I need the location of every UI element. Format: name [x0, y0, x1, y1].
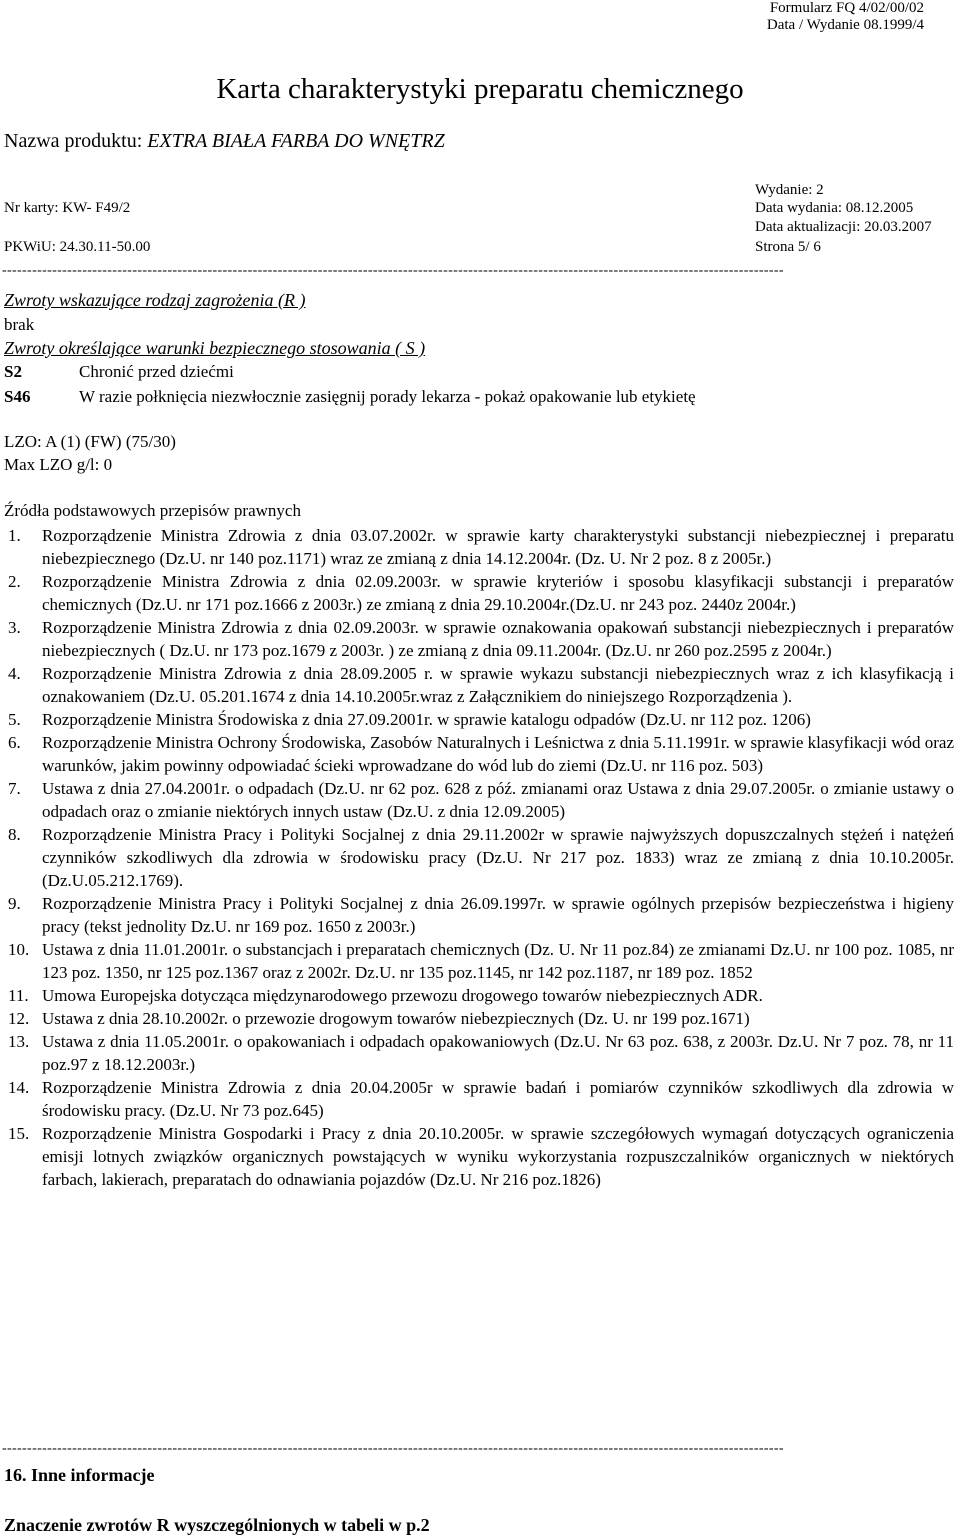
source-text: Rozporządzenie Ministra Zdrowia z dnia 03.07.2002r. w sprawie karty charakterystyki substancji niebezpiecznej i preparatu niebezpiecznego (Dz.U. nr 140 poz.1171) wraz ze zmianą z dnia 14.12.2004r. (Dz. U. Nr 2 poz. 8 z 2005r.) — [42, 526, 954, 568]
source-text: Rozporządzenie Ministra Pracy i Polityki Socjalnej z dnia 29.11.2002r w sprawie najwyższych dopuszczalnych stężeń i natężeń czynników szkodliwych dla zdrowia w środowisku pracy (Dz.U. Nr 217 poz. 1833) wraz ze zmianą z dnia 10.10.2005r. (Dz.U.05.212.1769). — [42, 825, 954, 890]
page-number: Strona 5/ 6 — [755, 239, 821, 255]
source-text: Rozporządzenie Ministra Gospodarki i Pracy z dnia 20.10.2005r. w sprawie szczegółowych wymagań dotyczących ograniczenia emisji lotnych związków organicznych powstających w wyniku wykorzystania rozpuszczalników organicznych w niektórych farbach, lakierach, preparatach do odnawiania pojazdów (Dz.U. Nr 216 poz.1826) — [42, 1124, 954, 1189]
source-item — [4, 662, 954, 708]
source-text: Rozporządzenie Ministra Zdrowia z dnia 28.09.2005 r. w sprawie wykazu substancji niebezpiecznych wraz z ich klasyfikacją i oznakowaniem (Dz.U. 05.201.1674 z dnia 14.10.2005r.wraz z Załącznikiem do niniejszego Rozporządzenia ). — [42, 664, 954, 706]
source-item — [4, 708, 954, 731]
source-text: Ustawa z dnia 11.01.2001r. o substancjach i preparatach chemicznych (Dz. U. Nr 11 poz.84) ze zmianami Dz.U. nr 100 poz. 1085, nr 123 poz. 1350, nr 125 poz.1367 oraz z 2002r. Dz.U. nr 135 poz.1145, nr 142 poz.1187, nr 189 poz. 1852 — [42, 940, 954, 982]
form-id: Formularz FQ 4/02/00/02 — [769, 0, 924, 16]
section-16-title: 16. Inne informacje — [4, 1465, 155, 1485]
source-item — [4, 1007, 954, 1030]
separator-bottom: ------------------------------------------------------------------------------------------------------------------------------------------------------------ — [2, 1443, 784, 1455]
pkwiu-code: PKWiU: 24.30.11-50.00 — [4, 239, 151, 255]
source-text: Ustawa z dnia 11.05.2001r. o opakowaniach i odpadach opakowaniowych (Dz.U. Nr 63 poz. 638, z 2003r. Dz.U. Nr 7 poz. 78, nr 11 poz.97 z 18.12.2003r.) — [42, 1032, 954, 1074]
source-number: 1. — [8, 526, 21, 545]
source-number: 14. — [8, 1078, 30, 1097]
source-number: 13. — [8, 1032, 30, 1051]
source-number: 12. — [8, 1009, 30, 1028]
sources-list — [4, 524, 954, 1191]
r-phrases-meaning-note: Znaczenie zwrotów R wyszczególnionych w tabeli w p.2 — [4, 1515, 430, 1535]
s-code: S2 — [4, 362, 22, 381]
source-item — [4, 570, 954, 616]
card-number: Nr karty: KW- F49/2 — [4, 200, 131, 216]
r-phrases-heading: Zwroty wskazujące rodzaj zagrożenia (R ) — [4, 290, 306, 310]
source-text: Rozporządzenie Ministra Środowiska z dnia 27.09.2001r. w sprawie katalogu odpadów (Dz.U. nr 112 poz. 1206) — [42, 710, 811, 729]
source-number: 5. — [8, 710, 21, 729]
edition-info: Data / Wydanie 08.1999/4 — [766, 17, 924, 33]
edition-number: Wydanie: 2 — [755, 182, 824, 198]
source-item — [4, 731, 954, 777]
document-title: Karta charakterystyki preparatu chemicznego — [216, 73, 744, 105]
source-text: Ustawa z dnia 27.04.2001r. o odpadach (Dz.U. nr 62 poz. 628 z póź. zmianami oraz Ustawa z dnia 29.07.2005r. o zmianie ustawy o odpadach oraz o zmianie niektórych innych ustaw (Dz.U. z dnia 12.09.2005) — [42, 779, 954, 821]
s-phrase-text: Chronić przed dziećmi — [79, 362, 234, 381]
s-phrases-heading: Zwroty określające warunki bezpiecznego stosowania ( S ) — [4, 338, 426, 358]
source-item — [4, 823, 954, 892]
separator-top: ------------------------------------------------------------------------------------------------------------------------------------------------------------ — [2, 265, 784, 277]
source-text: Rozporządzenie Ministra Zdrowia z dnia 20.04.2005r w sprawie badań i pomiarów czynników szkodliwych dla zdrowia w środowisku pracy. (Dz.U. Nr 73 poz.645) — [42, 1078, 954, 1120]
source-text: Rozporządzenie Ministra Ochrony Środowiska, Zasobów Naturalnych i Leśnictwa z dnia 5.11.1991r. w sprawie klasyfikacji wód oraz warunków, jakim powinny odpowiadać ścieki wprowadzane do wód lub do ziemi (Dz.U. nr 116 poz. 503) — [42, 733, 954, 775]
source-text: Rozporządzenie Ministra Pracy i Polityki Socjalnej z dnia 26.09.1997r. w sprawie ogólnych przepisów bezpieczeństwa i higieny pracy (tekst jednolity Dz.U. nr 169 poz. 1650 z 2003r.) — [42, 894, 954, 936]
source-item — [4, 892, 954, 938]
source-number: 15. — [8, 1124, 30, 1143]
r-phrases-value: brak — [4, 315, 35, 334]
s-phrase-text: W razie połknięcia niezwłocznie zasięgnij porady lekarza - pokaż opakowanie lub etykietę — [79, 387, 696, 406]
source-item — [4, 1122, 954, 1191]
source-item — [4, 984, 954, 1007]
issue-date: Data wydania: 08.12.2005 — [755, 200, 914, 216]
source-number: 9. — [8, 894, 21, 913]
source-number: 6. — [8, 733, 21, 752]
source-text: Ustawa z dnia 28.10.2002r. o przewozie drogowym towarów niebezpiecznych (Dz. U. nr 199 poz.1671) — [42, 1009, 750, 1028]
source-text: Rozporządzenie Ministra Zdrowia z dnia 02.09.2003r. w sprawie oznakowania opakowań substancji niebezpiecznych i preparatów niebezpiecznych ( Dz.U. nr 173 poz.1679 z 2003r. ) ze zmianą z dnia 09.11.2004r. (Dz.U. nr 260 poz.2595 z 2004r.) — [42, 618, 954, 660]
source-text: Rozporządzenie Ministra Zdrowia z dnia 02.09.2003r. w sprawie kryteriów i sposobu klasyfikacji substancji i preparatów chemicznych (Dz.U. nr 171 poz.1666 z 2003r.) ze zmianą z dnia 29.10.2004r.(Dz.U. nr 243 poz. 2440z 2004r.) — [42, 572, 954, 614]
source-number: 2. — [8, 572, 21, 591]
source-number: 10. — [8, 940, 30, 959]
sources-heading: Źródła podstawowych przepisów prawnych — [4, 501, 301, 520]
product-label: Nazwa produktu: — [4, 130, 148, 152]
source-number: 3. — [8, 618, 21, 637]
source-number: 4. — [8, 664, 21, 683]
source-item — [4, 777, 954, 823]
source-text: Umowa Europejska dotycząca międzynarodowego przewozu drogowego towarów niebezpiecznych ADR. — [42, 986, 763, 1005]
source-number: 11. — [8, 986, 29, 1005]
source-number: 8. — [8, 825, 21, 844]
source-item — [4, 1076, 954, 1122]
source-item — [4, 1030, 954, 1076]
source-number: 7. — [8, 779, 21, 798]
lzo-category: LZO: A (1) (FW) (75/30) — [4, 432, 176, 451]
product-name: EXTRA BIAŁA FARBA DO WNĘTRZ — [147, 130, 445, 152]
lzo-max: Max LZO g/l: 0 — [4, 455, 113, 474]
s-code: S46 — [4, 387, 31, 406]
source-item — [4, 938, 954, 984]
update-date: Data aktualizacji: 20.03.2007 — [755, 219, 932, 235]
source-item — [4, 616, 954, 662]
source-item — [4, 524, 954, 570]
product-name-line — [4, 129, 445, 153]
